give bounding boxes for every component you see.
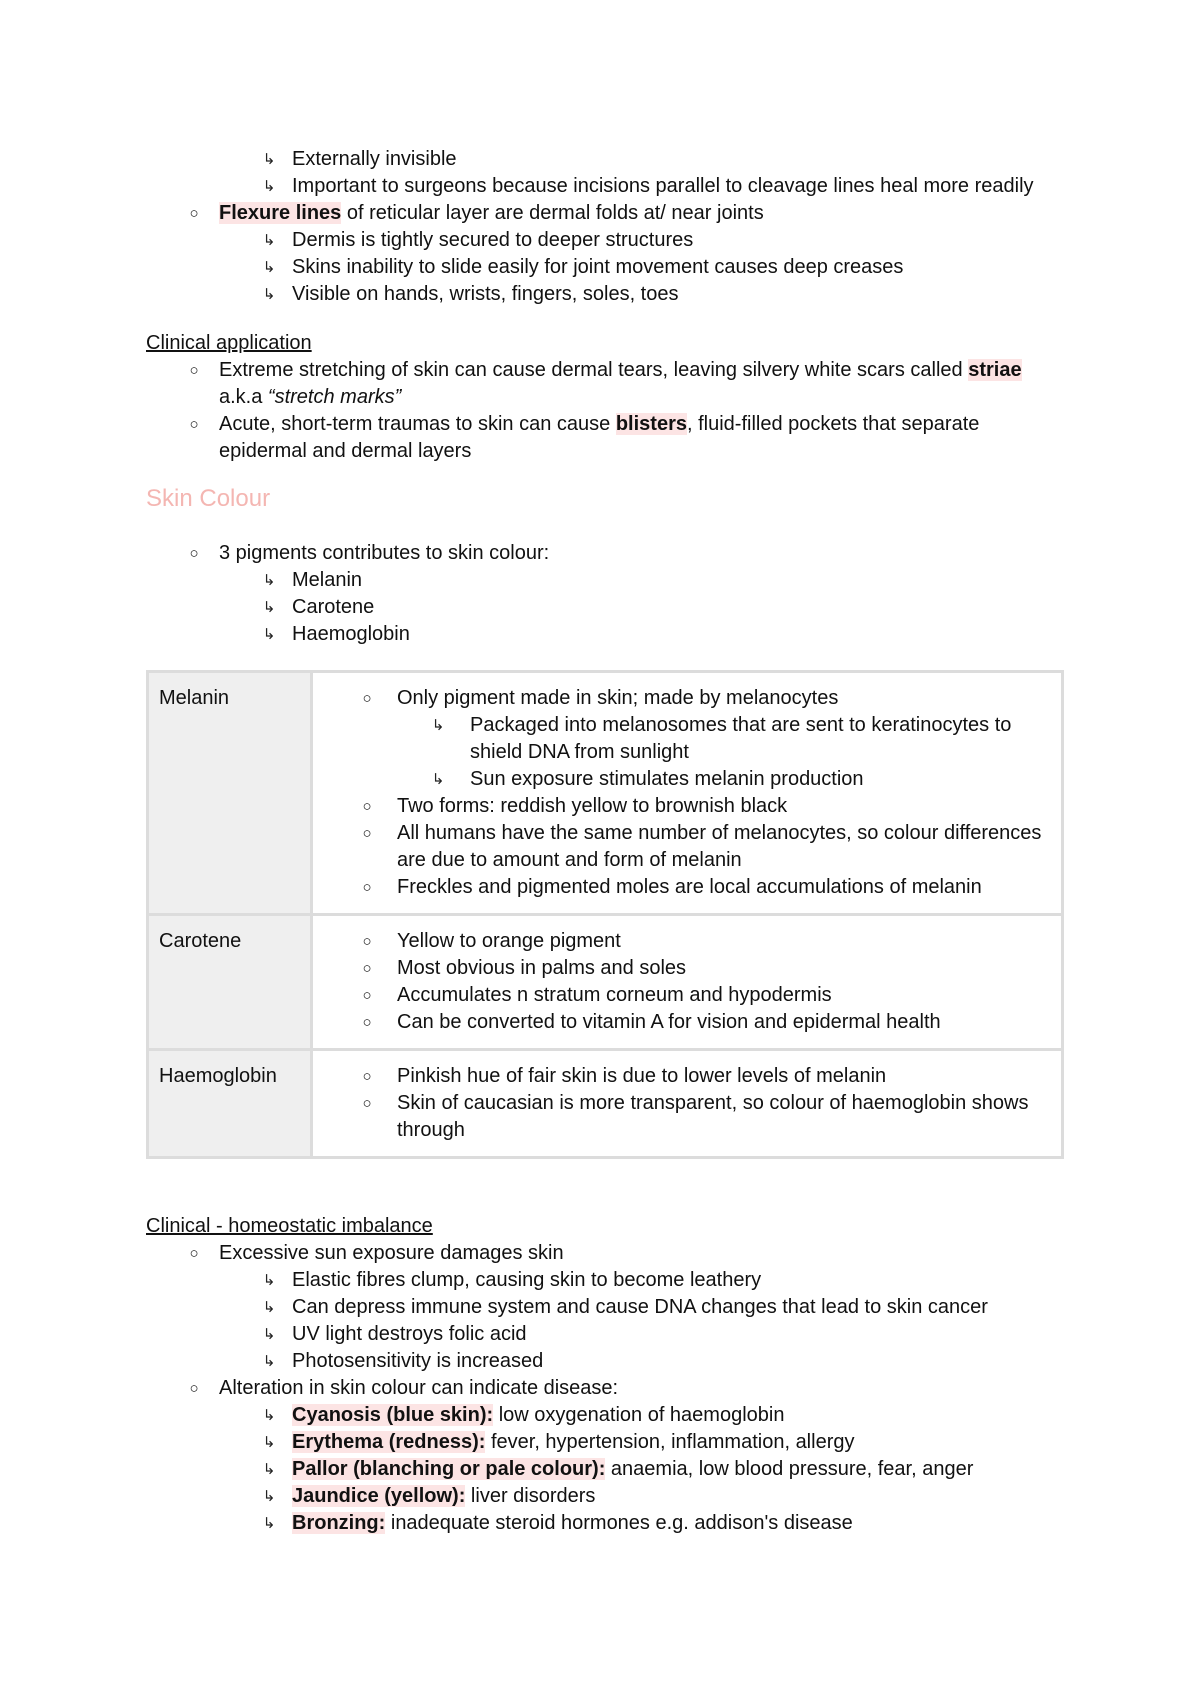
list-item: ○ 3 pigments contributes to skin colour: ↳ Melanin ↳ Carotene ↳ Haemoglobin — [146, 540, 1066, 648]
circle-bullet-icon: ○ — [362, 933, 372, 950]
list-item: ↳ Melanin — [219, 567, 1066, 594]
circle-bullet-icon: ○ — [362, 798, 372, 815]
arrow-list — [219, 227, 1066, 308]
table-cell-content — [312, 915, 1063, 1050]
list-item: ↳ Haemoglobin — [219, 621, 1066, 648]
haemoglobin-list — [313, 1063, 1051, 1144]
arrow-bullet-icon: ↳ — [262, 1326, 276, 1343]
section-title-skin-colour: Skin Colour — [146, 485, 271, 512]
table-cell-content — [312, 672, 1063, 915]
circle-bullet-icon: ○ — [189, 416, 199, 433]
circle-bullet-icon: ○ — [362, 960, 372, 977]
list-item: ↳ Skins inability to slide easily for joint movement causes deep creases — [219, 254, 1066, 281]
list-item: ↳ Elastic fibres clump, causing skin to become leathery — [219, 1267, 1066, 1294]
list-item: ↳ Packaged into melanosomes that are sent to keratinocytes to shield DNA from sunlight — [397, 712, 1051, 766]
list-item: ↳ Important to surgeons because incisions parallel to cleavage lines heal more readily — [146, 173, 1066, 200]
list-item: ○ Freckles and pigmented moles are local accumulations of melanin — [313, 874, 1051, 901]
arrow-bullet-icon: ↳ — [431, 771, 445, 788]
list-item: ↳ Carotene — [219, 594, 1066, 621]
arrow-bullet-icon: ↳ — [262, 1299, 276, 1316]
arrow-bullet-icon: ↳ — [262, 626, 276, 643]
circle-list-flexure — [146, 200, 1066, 308]
list-item: ○ Excessive sun exposure damages skin ↳ Elastic fibres clump, causing skin to become leathery ↳ Can depress immune system and cause DNA changes that lead to skin cancer ↳ UV light destroys folic acid ↳ Photosensitivity is increased — [146, 1240, 1066, 1375]
list-item: ↳ Photosensitivity is increased — [219, 1348, 1066, 1375]
list-item: ○ All humans have the same number of melanocytes, so colour differences are due to amount and form of melanin — [313, 820, 1051, 874]
circle-bullet-icon: ○ — [362, 1068, 372, 1085]
list-item: ↳ Erythema (redness): fever, hypertension, inflammation, allergy — [219, 1429, 1066, 1456]
arrow-bullet-icon: ↳ — [262, 1353, 276, 1370]
list-item: ↳ Can depress immune system and cause DNA changes that lead to skin cancer — [219, 1294, 1066, 1321]
circle-bullet-icon: ○ — [362, 1014, 372, 1031]
document-page — [146, 146, 1066, 1537]
pigment-table — [146, 670, 1064, 1159]
list-item: ○ Two forms: reddish yellow to brownish black — [313, 793, 1051, 820]
circle-bullet-icon: ○ — [189, 362, 199, 379]
list-item: ↳ Sun exposure stimulates melanin production — [397, 766, 1051, 793]
melanin-list — [313, 685, 1051, 901]
circle-bullet-icon: ○ — [362, 879, 372, 896]
circle-bullet-icon: ○ — [189, 1245, 199, 1262]
pigment-list — [219, 567, 1066, 648]
list-item: ↳ Pallor (blanching or pale colour): anaemia, low blood pressure, fear, anger — [219, 1456, 1066, 1483]
list-item: ↳ UV light destroys folic acid — [219, 1321, 1066, 1348]
circle-bullet-icon: ○ — [189, 545, 199, 562]
arrow-bullet-icon: ↳ — [262, 1488, 276, 1505]
table-cell-label: Melanin — [148, 672, 312, 915]
arrow-bullet-icon: ↳ — [262, 151, 276, 168]
arrow-list — [397, 712, 1051, 793]
list-item: ○ Accumulates n stratum corneum and hypodermis — [313, 982, 1051, 1009]
arrow-bullet-icon: ↳ — [262, 1434, 276, 1451]
arrow-bullet-icon: ↳ — [262, 1515, 276, 1532]
arrow-bullet-icon: ↳ — [262, 259, 276, 276]
arrow-bullet-icon: ↳ — [431, 717, 445, 734]
table-row — [148, 915, 1063, 1050]
arrow-bullet-icon: ↳ — [262, 178, 276, 195]
table-row — [148, 1050, 1063, 1158]
arrow-bullet-icon: ↳ — [262, 286, 276, 303]
circle-bullet-icon: ○ — [362, 825, 372, 842]
clinical-application-heading: Clinical application — [146, 332, 312, 354]
table-cell-label: Haemoglobin — [148, 1050, 312, 1158]
clinical-imbalance-list — [146, 1240, 1066, 1537]
arrow-bullet-icon: ↳ — [262, 572, 276, 589]
arrow-bullet-icon: ↳ — [262, 1461, 276, 1478]
arrow-bullet-icon: ↳ — [262, 1272, 276, 1289]
list-item: ↳ Jaundice (yellow): liver disorders — [219, 1483, 1066, 1510]
list-item: ○ Skin of caucasian is more transparent, so colour of haemoglobin shows through — [313, 1090, 1051, 1144]
list-item: ○ Extreme stretching of skin can cause dermal tears, leaving silvery white scars called striae a.k.a “stretch marks” — [146, 357, 1066, 411]
arrow-list — [219, 1402, 1066, 1537]
list-item: ○ Flexure lines of reticular layer are dermal folds at/ near joints ↳ Dermis is tightly secured to deeper structures ↳ Skins inability to slide easily for joint movement causes deep creases ↳ Visible on hands, wrists, fingers, soles, toes — [146, 200, 1066, 308]
list-item: ○ Alteration in skin colour can indicate disease: ↳ Cyanosis (blue skin): low oxygenation of haemoglobin ↳ Erythema (redness): fever, hypertension, inflammation, allergy ↳ Pallor (blanching or pale colour): anaemia, low blood pressure, fear, anger ↳ Jaundice (yellow): liver disorders ↳ Bronzing: inadequate steroid hormones e.g. addison's disease — [146, 1375, 1066, 1537]
list-item: ○ Yellow to orange pigment — [313, 928, 1051, 955]
list-item: ○ Can be converted to vitamin A for vision and epidermal health — [313, 1009, 1051, 1036]
skin-colour-list — [146, 540, 1066, 648]
list-item: ↳ Cyanosis (blue skin): low oxygenation of haemoglobin — [219, 1402, 1066, 1429]
list-item: ○ Only pigment made in skin; made by melanocytes ↳ Packaged into melanosomes that are sent to keratinocytes to shield DNA from sunlight ↳ Sun exposure stimulates melanin production — [313, 685, 1051, 793]
list-item: ↳ Dermis is tightly secured to deeper structures — [219, 227, 1066, 254]
list-item: ↳ Externally invisible — [146, 146, 1066, 173]
list-item: ↳ Visible on hands, wrists, fingers, soles, toes — [219, 281, 1066, 308]
arrow-bullet-icon: ↳ — [262, 232, 276, 249]
circle-bullet-icon: ○ — [362, 987, 372, 1004]
list-item: ○ Pinkish hue of fair skin is due to lower levels of melanin — [313, 1063, 1051, 1090]
arrow-bullet-icon: ↳ — [262, 1407, 276, 1424]
arrow-list — [219, 1267, 1066, 1375]
list-item: ○ Most obvious in palms and soles — [313, 955, 1051, 982]
arrow-bullet-icon: ↳ — [262, 599, 276, 616]
circle-bullet-icon: ○ — [189, 205, 199, 222]
table-cell-label: Carotene — [148, 915, 312, 1050]
circle-bullet-icon: ○ — [362, 690, 372, 707]
list-item: ↳ Bronzing: inadequate steroid hormones e.g. addison's disease — [219, 1510, 1066, 1537]
circle-bullet-icon: ○ — [362, 1095, 372, 1112]
circle-bullet-icon: ○ — [189, 1380, 199, 1397]
arrow-list-cleavage — [146, 146, 1066, 200]
clinical-application-list — [146, 357, 1066, 465]
clinical-imbalance-heading: Clinical - homeostatic imbalance — [146, 1215, 433, 1237]
list-item: ○ Acute, short-term traumas to skin can cause blisters, fluid-filled pockets that separate epidermal and dermal layers — [146, 411, 1066, 465]
carotene-list — [313, 928, 1051, 1036]
table-row — [148, 672, 1063, 915]
table-cell-content — [312, 1050, 1063, 1158]
